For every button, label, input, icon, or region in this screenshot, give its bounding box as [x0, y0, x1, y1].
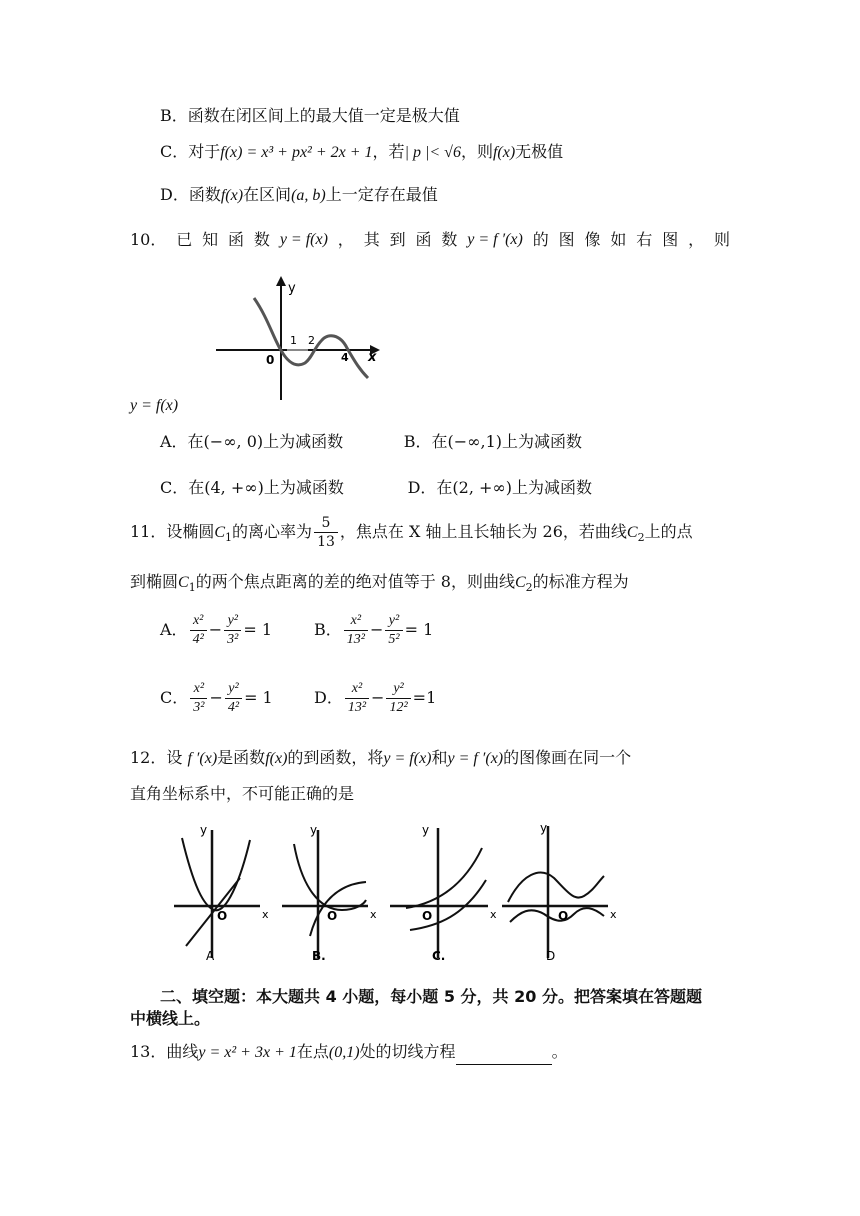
q11-c2: C [514, 574, 526, 591]
q11-option-rhs: = 1 [244, 688, 273, 707]
q12-number: 12．设 [130, 748, 183, 767]
section-2-heading-cont: 中横线上。 [130, 1009, 211, 1028]
q11-text3: 上的点 [644, 522, 693, 541]
q12-yfx: y = f(x) [383, 750, 432, 767]
q10-stem-char: 如 [610, 230, 627, 249]
frac-num: y² [225, 680, 242, 699]
q10-stem-char: 的 [532, 230, 549, 249]
frac-den: 4² [227, 700, 240, 715]
q12-fp: f ′(x) [187, 750, 218, 767]
q11-c1: C [214, 524, 226, 541]
q9-option-c-formula: f(x) = x³ + px² + 2x + 1 [220, 144, 373, 161]
q12-yfpx: y = f ′(x) [447, 750, 504, 767]
q10-graph-tick-1: 1 [290, 334, 297, 347]
q12-graph-a-x: x [262, 908, 269, 921]
q11-option-rhs: =1 [412, 688, 437, 707]
frac-den: 13² [346, 632, 365, 647]
q12-graph-a [174, 823, 269, 963]
q13-end: 。 [551, 1042, 568, 1061]
q9-option-d-label: D．函数 [160, 185, 221, 204]
q11-option-x-frac [190, 612, 207, 649]
q10-option-d: D．在(2, +∞)上为减函数 [407, 478, 592, 497]
q10-stem-char: ， [688, 230, 705, 249]
q12-graph-d [502, 821, 617, 963]
frac-den: 3² [193, 700, 205, 715]
q12-graph-d-x: x [610, 908, 617, 921]
q11-c1-sub: 1 [188, 581, 196, 595]
q13-line [130, 1040, 568, 1065]
q10-options-row-2 [160, 476, 600, 500]
frac-den: 4² [192, 632, 204, 647]
q9-option-d [160, 183, 438, 208]
q9-option-d-fx: f(x) [220, 187, 244, 204]
q12-graph-b-x: x [370, 908, 377, 921]
q11-option-label: C． [160, 688, 189, 707]
q12-graph-b-o: O [327, 909, 338, 923]
q12-fx: f(x) [265, 750, 288, 767]
q11-option-label: D． [314, 688, 343, 707]
frac-den: 12² [389, 700, 408, 715]
q11-text2: ，焦点在 X 轴上且长轴长为 26，若曲线 [339, 522, 627, 541]
q10-stem-char: 数 [253, 230, 270, 249]
q10-stem-fpx: y = f ′(x) [467, 231, 523, 248]
q12-graph-d-caption: D [546, 949, 556, 963]
q11-option-d: D． $\frac{\text{x²}}{\text{13²}}$ − $\frac{\text{y²}}{\text{12²}}$ =1 [314, 681, 437, 715]
q11-frac-den: 13 [317, 534, 335, 550]
q12-text2: 的到函数，将 [287, 748, 384, 767]
q12-text3: 和 [431, 748, 448, 767]
q12-graph-a-y: y [200, 823, 208, 837]
q10-stem-char: 则 [713, 230, 730, 249]
q10-stem-char: ， [337, 230, 354, 249]
q12-line-1 [130, 746, 631, 771]
q12-graph-a-caption: A [206, 949, 215, 963]
q12-graph-c-caption: C. [432, 949, 446, 963]
q9-option-c-fx: f(x) [492, 144, 516, 161]
q10-stem-char: 右 [636, 230, 653, 249]
q11-option-x-frac [345, 680, 369, 717]
q9-option-c-label: C．对于 [160, 142, 221, 161]
q9-option-b: B．函数在闭区间上的最大值一定是极大值 [160, 106, 460, 125]
q12-graph-c-o: O [422, 909, 433, 923]
frac-num: y² [224, 612, 241, 631]
q10-graph-tick-4: 4 [341, 351, 349, 364]
q9-option-c-text: ，若 [372, 142, 405, 161]
q11-option-y-frac [386, 680, 410, 717]
q12-graph-c [390, 823, 497, 963]
frac-num: y² [385, 612, 402, 631]
q11-c2-sub: 2 [637, 531, 645, 545]
q11-line-1 [130, 513, 693, 557]
q12-graph-b-y: y [310, 823, 318, 837]
q11-number: 11．设椭圆 [130, 522, 215, 541]
q13-number: 13．曲线 [130, 1042, 199, 1061]
q9-option-c-text3: 无极值 [515, 142, 564, 161]
q10-stem-continuation: y = f(x) [130, 397, 179, 414]
q12-text: 是函数 [217, 748, 266, 767]
q11-option-label: A． [160, 620, 188, 639]
q10-stem-char: 函 [415, 230, 432, 249]
q10-stem [130, 228, 730, 252]
q11-c2: C [626, 524, 638, 541]
q10-option-b: B．在(−∞,1)上为减函数 [403, 432, 582, 451]
q11-option-y-frac [224, 612, 241, 649]
q10-stem-char: 数 [441, 230, 458, 249]
q10-stem-char: 其 [363, 230, 380, 249]
q11-option-x-frac [344, 612, 368, 649]
q12-graph-c-y: y [422, 823, 430, 837]
q11-option-rhs: = 1 [404, 620, 434, 639]
q10-stem-char: 知 [202, 230, 219, 249]
q9-option-c-text2: ，则 [460, 142, 493, 161]
q13-text: 在点 [296, 1042, 329, 1061]
q9-option-d-interval: (a, b) [291, 187, 326, 204]
frac-den: 13² [347, 700, 367, 715]
q10-graph-tick-2: 2 [308, 334, 315, 347]
q11-line2-text: 到椭圆 [130, 572, 179, 591]
q10-stem-char: 函 [228, 230, 245, 249]
answer-blank[interactable] [456, 1046, 552, 1065]
q10-stem-char: 已 [176, 230, 193, 249]
q10-graph-y-label: y [288, 281, 296, 296]
q11-c2-sub: 2 [525, 581, 533, 595]
q11-option-c: C． $\frac{\text{x²}}{\text{3²}}$ − $\frac{\text{y²}}{\text{4²}}$ = 1 [160, 681, 273, 715]
q10-stem-char: 图 [662, 230, 679, 249]
q11-option-label: B． [314, 620, 342, 639]
q11-text: 的离心率为 [232, 522, 313, 541]
q10-number: 10． [130, 230, 167, 249]
q12-graph-d-o: O [558, 909, 569, 923]
frac-den: 3² [227, 632, 239, 647]
q10-graph-x-label: x [368, 350, 377, 365]
q11-option-y-frac [225, 680, 242, 717]
q10-options-row-1 [160, 430, 600, 454]
q13-text2: 处的切线方程 [359, 1042, 456, 1061]
q11-c1-sub: 1 [225, 531, 233, 545]
frac-num: x² [344, 612, 368, 631]
q11-eccentricity-fraction [314, 514, 338, 551]
q10-stem-char: 图 [558, 230, 575, 249]
q12-graph-a-o: O [217, 909, 228, 923]
frac-num: x² [190, 680, 207, 699]
q9-option-d-text: 在区间 [243, 185, 292, 204]
q12-graph-b [282, 823, 377, 963]
q9-option-c [160, 140, 563, 165]
q12-graph-c-x: x [490, 908, 497, 921]
frac-num: x² [190, 612, 207, 631]
frac-den: 5² [388, 632, 400, 647]
q9-option-d-text2: 上一定存在最值 [325, 185, 438, 204]
frac-num: x² [345, 680, 369, 699]
q12-text4: 的图像画在同一个 [503, 748, 632, 767]
q10-stem-char: 像 [584, 230, 601, 249]
q11-line-2 [130, 570, 629, 600]
q11-frac-num: 5 [314, 514, 338, 533]
section-2-heading: 二、填空题：本大题共 4 小题，每小题 5 分，共 20 分。把答案填在答题题 [160, 987, 702, 1006]
q10-stem-fx: y = f(x) [279, 231, 328, 248]
q10-stem-char: 到 [389, 230, 406, 249]
q9-option-c-condition: | p |< √6 [404, 144, 461, 161]
q10-option-c: C．在(4, +∞)上为减函数 [160, 478, 344, 497]
q13-formula: y = x² + 3x + 1 [198, 1044, 297, 1061]
q13-point: (0,1) [328, 1044, 360, 1061]
q10-graph-origin-label: 0 [266, 353, 275, 367]
q11-option-y-frac [385, 612, 402, 649]
q11-line2-text2: 的两个焦点距离的差的绝对值等于 8，则曲线 [195, 572, 515, 591]
q11-option-x-frac [190, 680, 207, 717]
q12-line-2: 直角坐标系中，不可能正确的是 [130, 784, 355, 803]
q10-derivative-graph [210, 268, 390, 408]
q12-graphs [170, 818, 760, 968]
q11-c1: C [178, 574, 189, 591]
q11-option-a: A． $\frac{\text{x²}}{\text{4²}}$ − $\frac{\text{y²}}{\text{3²}}$ = 1 [160, 613, 273, 647]
frac-num: y² [386, 680, 410, 699]
q11-line2-text3: 的标准方程为 [532, 572, 629, 591]
q11-option-b: B． $\frac{\text{x²}}{\text{13²}}$ − $\frac{\text{y²}}{\text{5²}}$ = 1 [314, 613, 434, 647]
q12-graph-b-caption: B. [312, 949, 326, 963]
q10-option-a: A．在(−∞, 0)上为减函数 [160, 432, 344, 451]
q11-option-rhs: = 1 [243, 620, 273, 639]
q12-graph-d-y: y [540, 821, 548, 835]
